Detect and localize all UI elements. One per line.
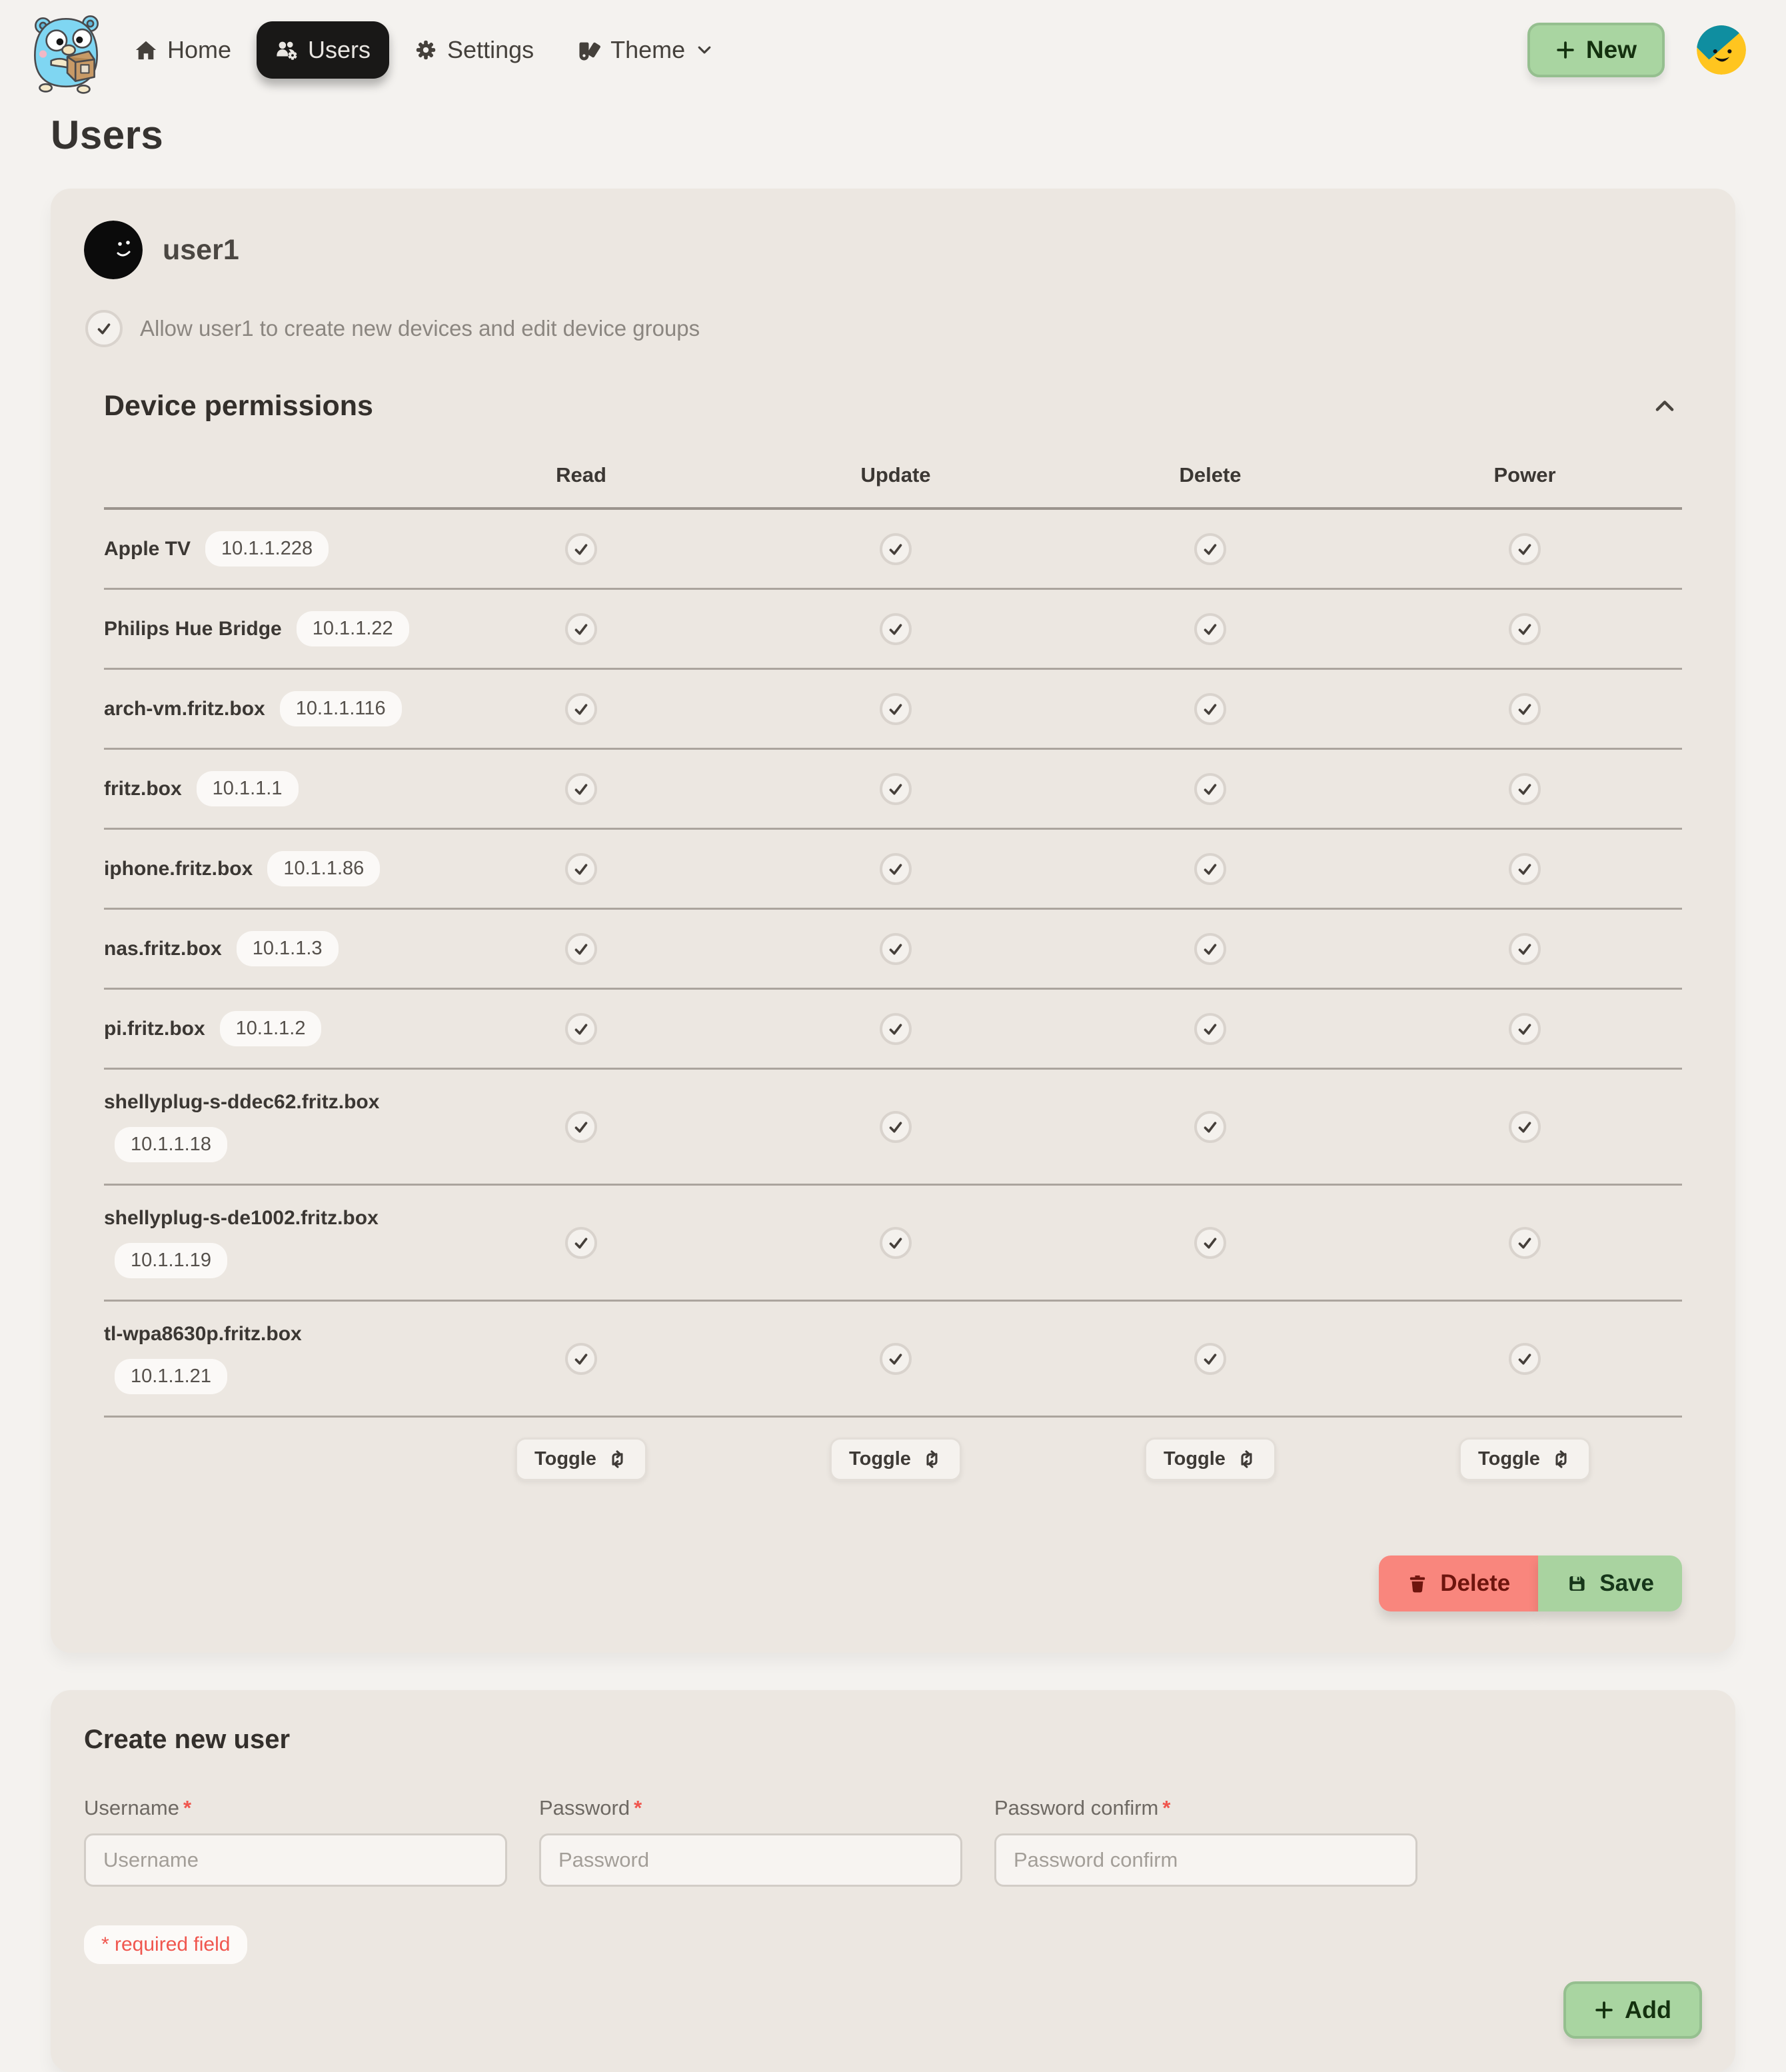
permission-checkbox-read[interactable] [565,613,597,645]
permission-checkbox-update[interactable] [880,613,912,645]
permission-checkbox-delete[interactable] [1194,1343,1226,1375]
device-name: tl-wpa8630p.fritz.box [104,1323,302,1345]
permission-checkbox-power[interactable] [1509,693,1541,725]
allow-create-devices-checkbox-row[interactable] [85,310,1702,347]
permission-checkbox-power[interactable] [1509,1227,1541,1259]
device-cell [104,1323,424,1394]
permissions-table-header [104,450,1682,510]
user-actions [104,1555,1682,1611]
top-nav [0,0,1786,100]
delete-user-button[interactable] [1379,1555,1538,1611]
chevron-down-icon [695,41,714,59]
device-ip-badge: 10.1.1.3 [237,931,339,966]
home-icon [135,39,157,61]
toggle-label: Toggle [1164,1448,1226,1470]
permission-checkbox-update[interactable] [880,1227,912,1259]
device-cell [104,1011,424,1046]
check-icon [1200,1233,1220,1253]
column-update: Update [860,463,931,487]
check-icon [571,699,591,719]
permission-checkbox-read[interactable] [565,1343,597,1375]
check-icon [94,319,114,339]
table-row [104,590,1682,670]
check-icon [1200,539,1220,559]
user-card [51,189,1735,1653]
check-icon [1200,1349,1220,1369]
add-label: Add [1625,1996,1671,2023]
profile-avatar[interactable] [1697,25,1746,75]
permission-checkbox-delete[interactable] [1194,1227,1226,1259]
table-row [104,1302,1682,1418]
device-name: shellyplug-s-ddec62.fritz.box [104,1091,380,1113]
users-gear-icon [275,39,298,61]
permission-checkbox-power[interactable] [1509,1343,1541,1375]
permission-checkbox-power[interactable] [1509,1111,1541,1143]
nav-item-label: Theme [610,36,686,63]
label-text: Password [539,1796,630,1819]
permission-checkbox-delete[interactable] [1194,853,1226,885]
nav-item-label: Settings [447,36,534,63]
repeat-icon [922,1449,942,1470]
permission-checkbox-update[interactable] [880,1343,912,1375]
permission-checkbox-read[interactable] [565,693,597,725]
check-icon [1200,1117,1220,1137]
check-icon [1515,1349,1535,1369]
check-icon [571,939,591,959]
check-icon [886,1349,906,1369]
toggle-label: Toggle [534,1448,596,1470]
check-icon [886,1117,906,1137]
check-icon [886,619,906,639]
table-row [104,990,1682,1070]
check-icon [1515,539,1535,559]
check-icon [886,859,906,879]
repeat-icon [1551,1449,1571,1470]
check-icon [571,539,591,559]
permission-checkbox-read[interactable] [565,1111,597,1143]
check-icon [886,779,906,799]
device-cell [104,851,424,886]
nav-item-home[interactable] [116,21,250,79]
permission-checkbox-power[interactable] [1509,1013,1541,1045]
label-text: Username [84,1796,179,1819]
permission-checkbox-update[interactable] [880,933,912,965]
permission-checkbox-read[interactable] [565,773,597,805]
user-name: user1 [163,233,239,266]
new-button[interactable] [1527,23,1665,77]
swatchbook-icon [578,39,600,61]
nav-item-label: Users [308,36,371,63]
column-power: Power [1493,463,1556,487]
device-name: fritz.box [104,777,182,800]
check-icon [1200,699,1220,719]
password-field-group [539,1796,962,1887]
add-user-button[interactable] [1563,1981,1702,2039]
check-icon [886,1019,906,1039]
table-row [104,910,1682,990]
check-icon [1515,939,1535,959]
create-user-form [84,1796,1702,1887]
table-row [104,750,1682,830]
device-name: iphone.fritz.box [104,857,253,880]
user-header [84,221,1702,279]
check-icon [1515,1019,1535,1039]
device-cell [104,611,424,646]
device-ip-badge: 10.1.1.21 [115,1359,227,1394]
permission-checkbox-delete[interactable] [1194,773,1226,805]
permission-checkbox-update[interactable] [880,533,912,565]
permission-checkbox-update[interactable] [880,1111,912,1143]
chevron-up-icon [1651,393,1678,419]
device-name: shellyplug-s-de1002.fritz.box [104,1207,379,1229]
permission-checkbox-power[interactable] [1509,933,1541,965]
check-icon [1200,1019,1220,1039]
check-icon [886,939,906,959]
permission-checkbox-delete[interactable] [1194,933,1226,965]
device-name: pi.fritz.box [104,1017,205,1040]
delete-label: Delete [1440,1570,1511,1596]
permission-checkbox-read[interactable] [565,933,597,965]
password-confirm-label [994,1796,1417,1820]
new-button-label: New [1585,36,1637,63]
permission-checkbox-power[interactable] [1509,853,1541,885]
nav-item-settings[interactable] [396,21,552,79]
check-icon [1515,1117,1535,1137]
toggle-row [104,1418,1682,1481]
table-row [104,510,1682,590]
plus-icon [1594,2000,1614,2020]
create-user-card [51,1690,1735,2072]
password-confirm-field-group [994,1796,1417,1887]
collapse-section-button[interactable] [1647,389,1682,423]
check-icon [571,859,591,879]
permission-checkbox-delete[interactable] [1194,533,1226,565]
permission-checkbox-read[interactable] [565,853,597,885]
column-read: Read [556,463,606,487]
nav-item-label: Home [167,36,232,63]
username-field-group [84,1796,507,1887]
permission-checkbox-read[interactable] [565,1013,597,1045]
permission-checkbox-update[interactable] [880,693,912,725]
device-ip-badge: 10.1.1.18 [115,1127,227,1162]
check-icon [571,1117,591,1137]
password-label [539,1796,962,1820]
check-icon [1515,859,1535,879]
required-field-note: * required field [84,1925,247,1964]
device-cell [104,531,424,566]
toggle-power-button[interactable] [1459,1438,1591,1481]
gopher-logo[interactable] [19,3,113,97]
create-user-title: Create new user [84,1725,291,1754]
required-asterisk: * [183,1796,192,1819]
username-field[interactable] [84,1833,507,1887]
device-name: Apple TV [104,537,191,560]
toggle-read-button[interactable] [515,1438,647,1481]
device-ip-badge: 10.1.1.1 [197,771,299,806]
nav-links [116,21,732,79]
required-asterisk: * [1162,1796,1171,1819]
permission-checkbox-read[interactable] [565,1227,597,1259]
device-ip-badge: 10.1.1.19 [115,1243,227,1278]
check-icon [886,1233,906,1253]
toggle-label: Toggle [849,1448,911,1470]
column-delete: Delete [1179,463,1242,487]
check-icon [1515,779,1535,799]
password-confirm-field[interactable] [994,1833,1417,1887]
user-avatar [84,221,143,279]
permission-checkbox-delete[interactable] [1194,1013,1226,1045]
check-icon [886,699,906,719]
label-text: Password confirm [994,1796,1159,1819]
check-icon [1200,859,1220,879]
check-icon [1200,619,1220,639]
nav-item-theme[interactable] [559,21,732,79]
permission-checkbox-delete[interactable] [1194,693,1226,725]
allow-checkbox[interactable] [85,310,123,347]
check-icon [571,1233,591,1253]
permission-checkbox-power[interactable] [1509,613,1541,645]
toggle-label: Toggle [1478,1448,1540,1470]
nav-item-users[interactable] [257,21,389,79]
password-field[interactable] [539,1833,962,1887]
save-label: Save [1599,1570,1654,1596]
toggle-update-button[interactable] [830,1438,962,1481]
device-permissions-title: Device permissions [104,389,373,422]
permission-checkbox-update[interactable] [880,1013,912,1045]
trash-icon [1407,1573,1428,1594]
device-permissions-section [84,389,1702,1611]
check-icon [571,779,591,799]
device-name: arch-vm.fritz.box [104,697,265,720]
device-name: Philips Hue Bridge [104,617,282,640]
add-row [84,1981,1702,2039]
check-icon [1200,779,1220,799]
device-ip-badge: 10.1.1.86 [267,851,380,886]
floppy-icon [1566,1573,1587,1594]
check-icon [1515,1233,1535,1253]
device-cell [104,1207,424,1278]
table-row [104,1186,1682,1302]
allow-checkbox-label: Allow user1 to create new devices and edit device groups [140,316,700,341]
check-icon [1515,619,1535,639]
device-cell [104,931,424,966]
permission-checkbox-read[interactable] [565,533,597,565]
permission-checkbox-power[interactable] [1509,773,1541,805]
device-ip-badge: 10.1.1.2 [220,1011,322,1046]
device-cell [104,771,424,806]
permission-checkbox-delete[interactable] [1194,1111,1226,1143]
page-title: Users [51,113,164,157]
save-user-button[interactable] [1538,1555,1682,1611]
device-permissions-header [104,389,1682,423]
check-icon [886,539,906,559]
device-name: nas.fritz.box [104,937,222,960]
required-asterisk: * [634,1796,642,1819]
table-row [104,670,1682,750]
permission-checkbox-update[interactable] [880,773,912,805]
device-ip-badge: 10.1.1.228 [205,531,329,566]
permission-checkbox-power[interactable] [1509,533,1541,565]
check-icon [571,619,591,639]
gear-icon [415,39,437,61]
device-cell [104,1091,424,1162]
permission-checkbox-update[interactable] [880,853,912,885]
repeat-icon [1236,1449,1257,1470]
check-icon [571,1019,591,1039]
toggle-delete-button[interactable] [1144,1438,1276,1481]
repeat-icon [607,1449,628,1470]
device-ip-badge: 10.1.1.116 [280,691,402,726]
device-ip-badge: 10.1.1.22 [297,611,409,646]
username-label [84,1796,507,1820]
table-row [104,1070,1682,1186]
check-icon [571,1349,591,1369]
check-icon [1515,699,1535,719]
table-row [104,830,1682,910]
permission-checkbox-delete[interactable] [1194,613,1226,645]
plus-icon [1555,40,1575,60]
device-cell [104,691,424,726]
check-icon [1200,939,1220,959]
